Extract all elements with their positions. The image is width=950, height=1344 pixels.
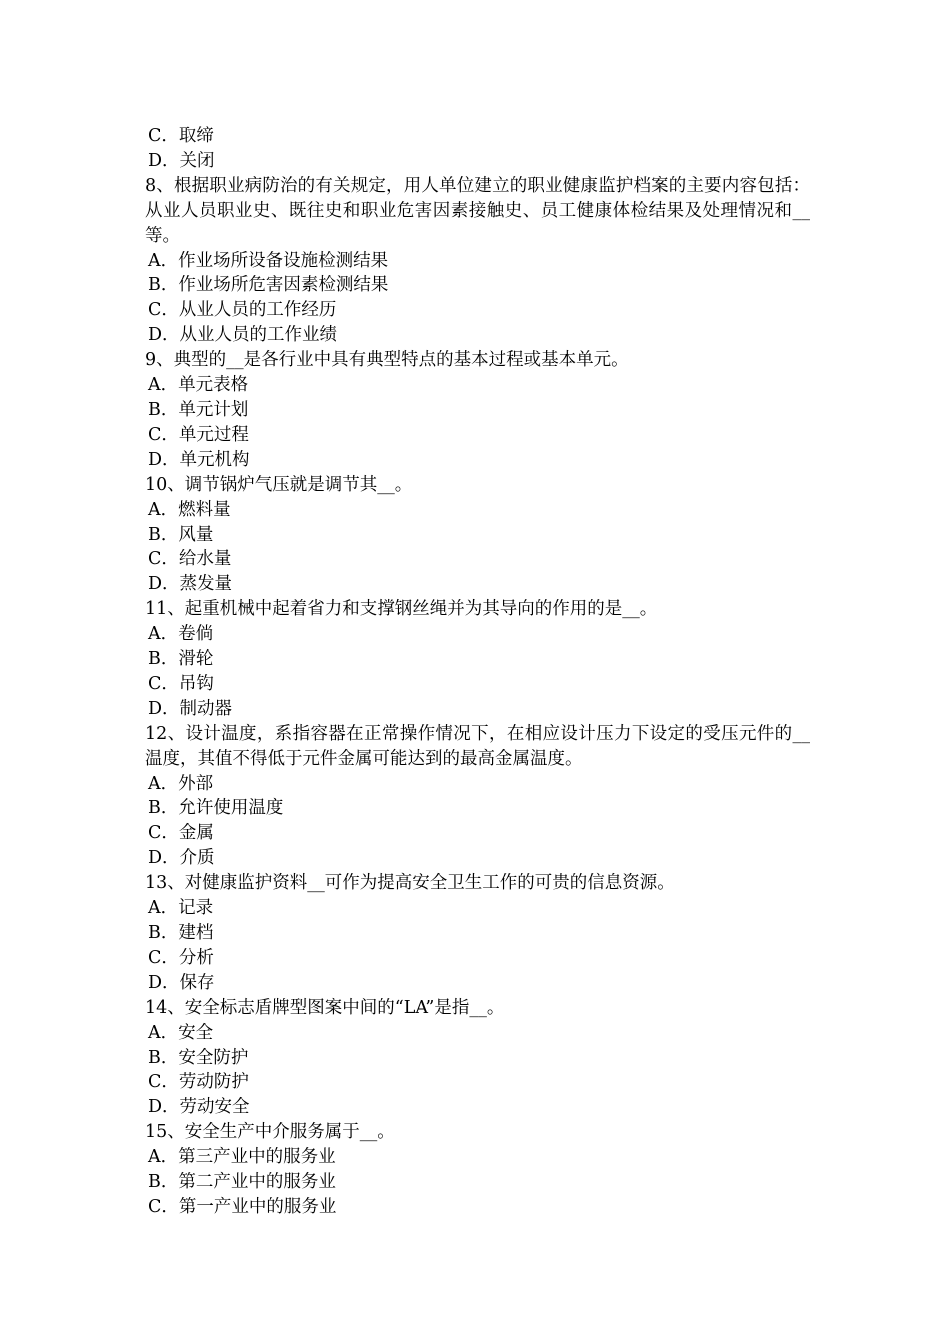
option-b: B．建档	[148, 923, 214, 943]
option-8c: C．取缔	[148, 126, 214, 146]
option-c: C．从业人员的工作经历	[148, 300, 337, 321]
option-a: A．作业场所设备设施检测结果	[148, 250, 389, 271]
question-14: 14、安全标志盾牌型图案中间的“LA”是指__。	[145, 997, 505, 1018]
option-c: C．分析	[148, 947, 214, 968]
option-b: B．安全防护	[148, 1047, 249, 1068]
option-b: B．第二产业中的服务业	[148, 1172, 336, 1193]
option-8d: D．关闭	[148, 150, 215, 171]
option-d: D．制动器	[148, 698, 233, 719]
question-8: 8、根据职业病防治的有关规定，用人单位建立的职业健康监护档案的主要内容包括：从业人员职业史、既往史和职业危害因素接触史、员工健康体检结果及处理情况和__等。	[145, 175, 810, 246]
option-b: B．风量	[148, 524, 214, 545]
option-c: C．劳动防护	[148, 1072, 249, 1093]
option-b: B．滑轮	[148, 649, 214, 670]
option-a: A．记录	[148, 898, 214, 919]
option-b: B．作业场所危害因素检测结果	[148, 275, 389, 296]
option-c: C．第一产业中的服务业	[148, 1196, 337, 1217]
option-c: C．给水量	[148, 549, 232, 570]
option-a: A．卷倘	[148, 624, 214, 645]
option-a: A．燃料量	[148, 499, 231, 520]
option-a: A．单元表格	[148, 375, 249, 396]
option-a: A．第三产业中的服务业	[148, 1147, 336, 1168]
option-d: D．保存	[148, 972, 215, 993]
question-9: 9、典型的__是各行业中具有典型特点的基本过程或基本单元。	[145, 350, 629, 371]
option-d: D．蒸发量	[148, 574, 233, 595]
option-b: B．允许使用温度	[148, 798, 284, 819]
question-12: 12、设计温度，系指容器在正常操作情况下，在相应设计压力下设定的受压元件的__温度，其值不得低于元件金属可能达到的最高金属温度。	[145, 723, 810, 769]
option-d: D．劳动安全	[148, 1097, 250, 1118]
document-body	[145, 124, 810, 1220]
option-c: C．吊钩	[148, 673, 214, 694]
question-15: 15、安全生产中介服务属于__。	[145, 1122, 395, 1143]
option-d: D．单元机构	[148, 449, 250, 470]
question-13: 13、对健康监护资料__可作为提高安全卫生工作的可贵的信息资源。	[145, 873, 675, 894]
option-a: A．外部	[148, 773, 214, 794]
option-d: D．从业人员的工作业绩	[148, 325, 338, 346]
question-10: 10、调节锅炉气压就是调节其__。	[145, 474, 413, 495]
option-b: B．单元计划	[148, 399, 249, 420]
question-11: 11、起重机械中起着省力和支撑钢丝绳并为其导向的作用的是__。	[145, 599, 658, 620]
option-a: A．安全	[148, 1022, 214, 1043]
option-c: C．金属	[148, 823, 214, 844]
option-c: C．单元过程	[148, 424, 249, 445]
option-d: D．介质	[148, 848, 215, 869]
